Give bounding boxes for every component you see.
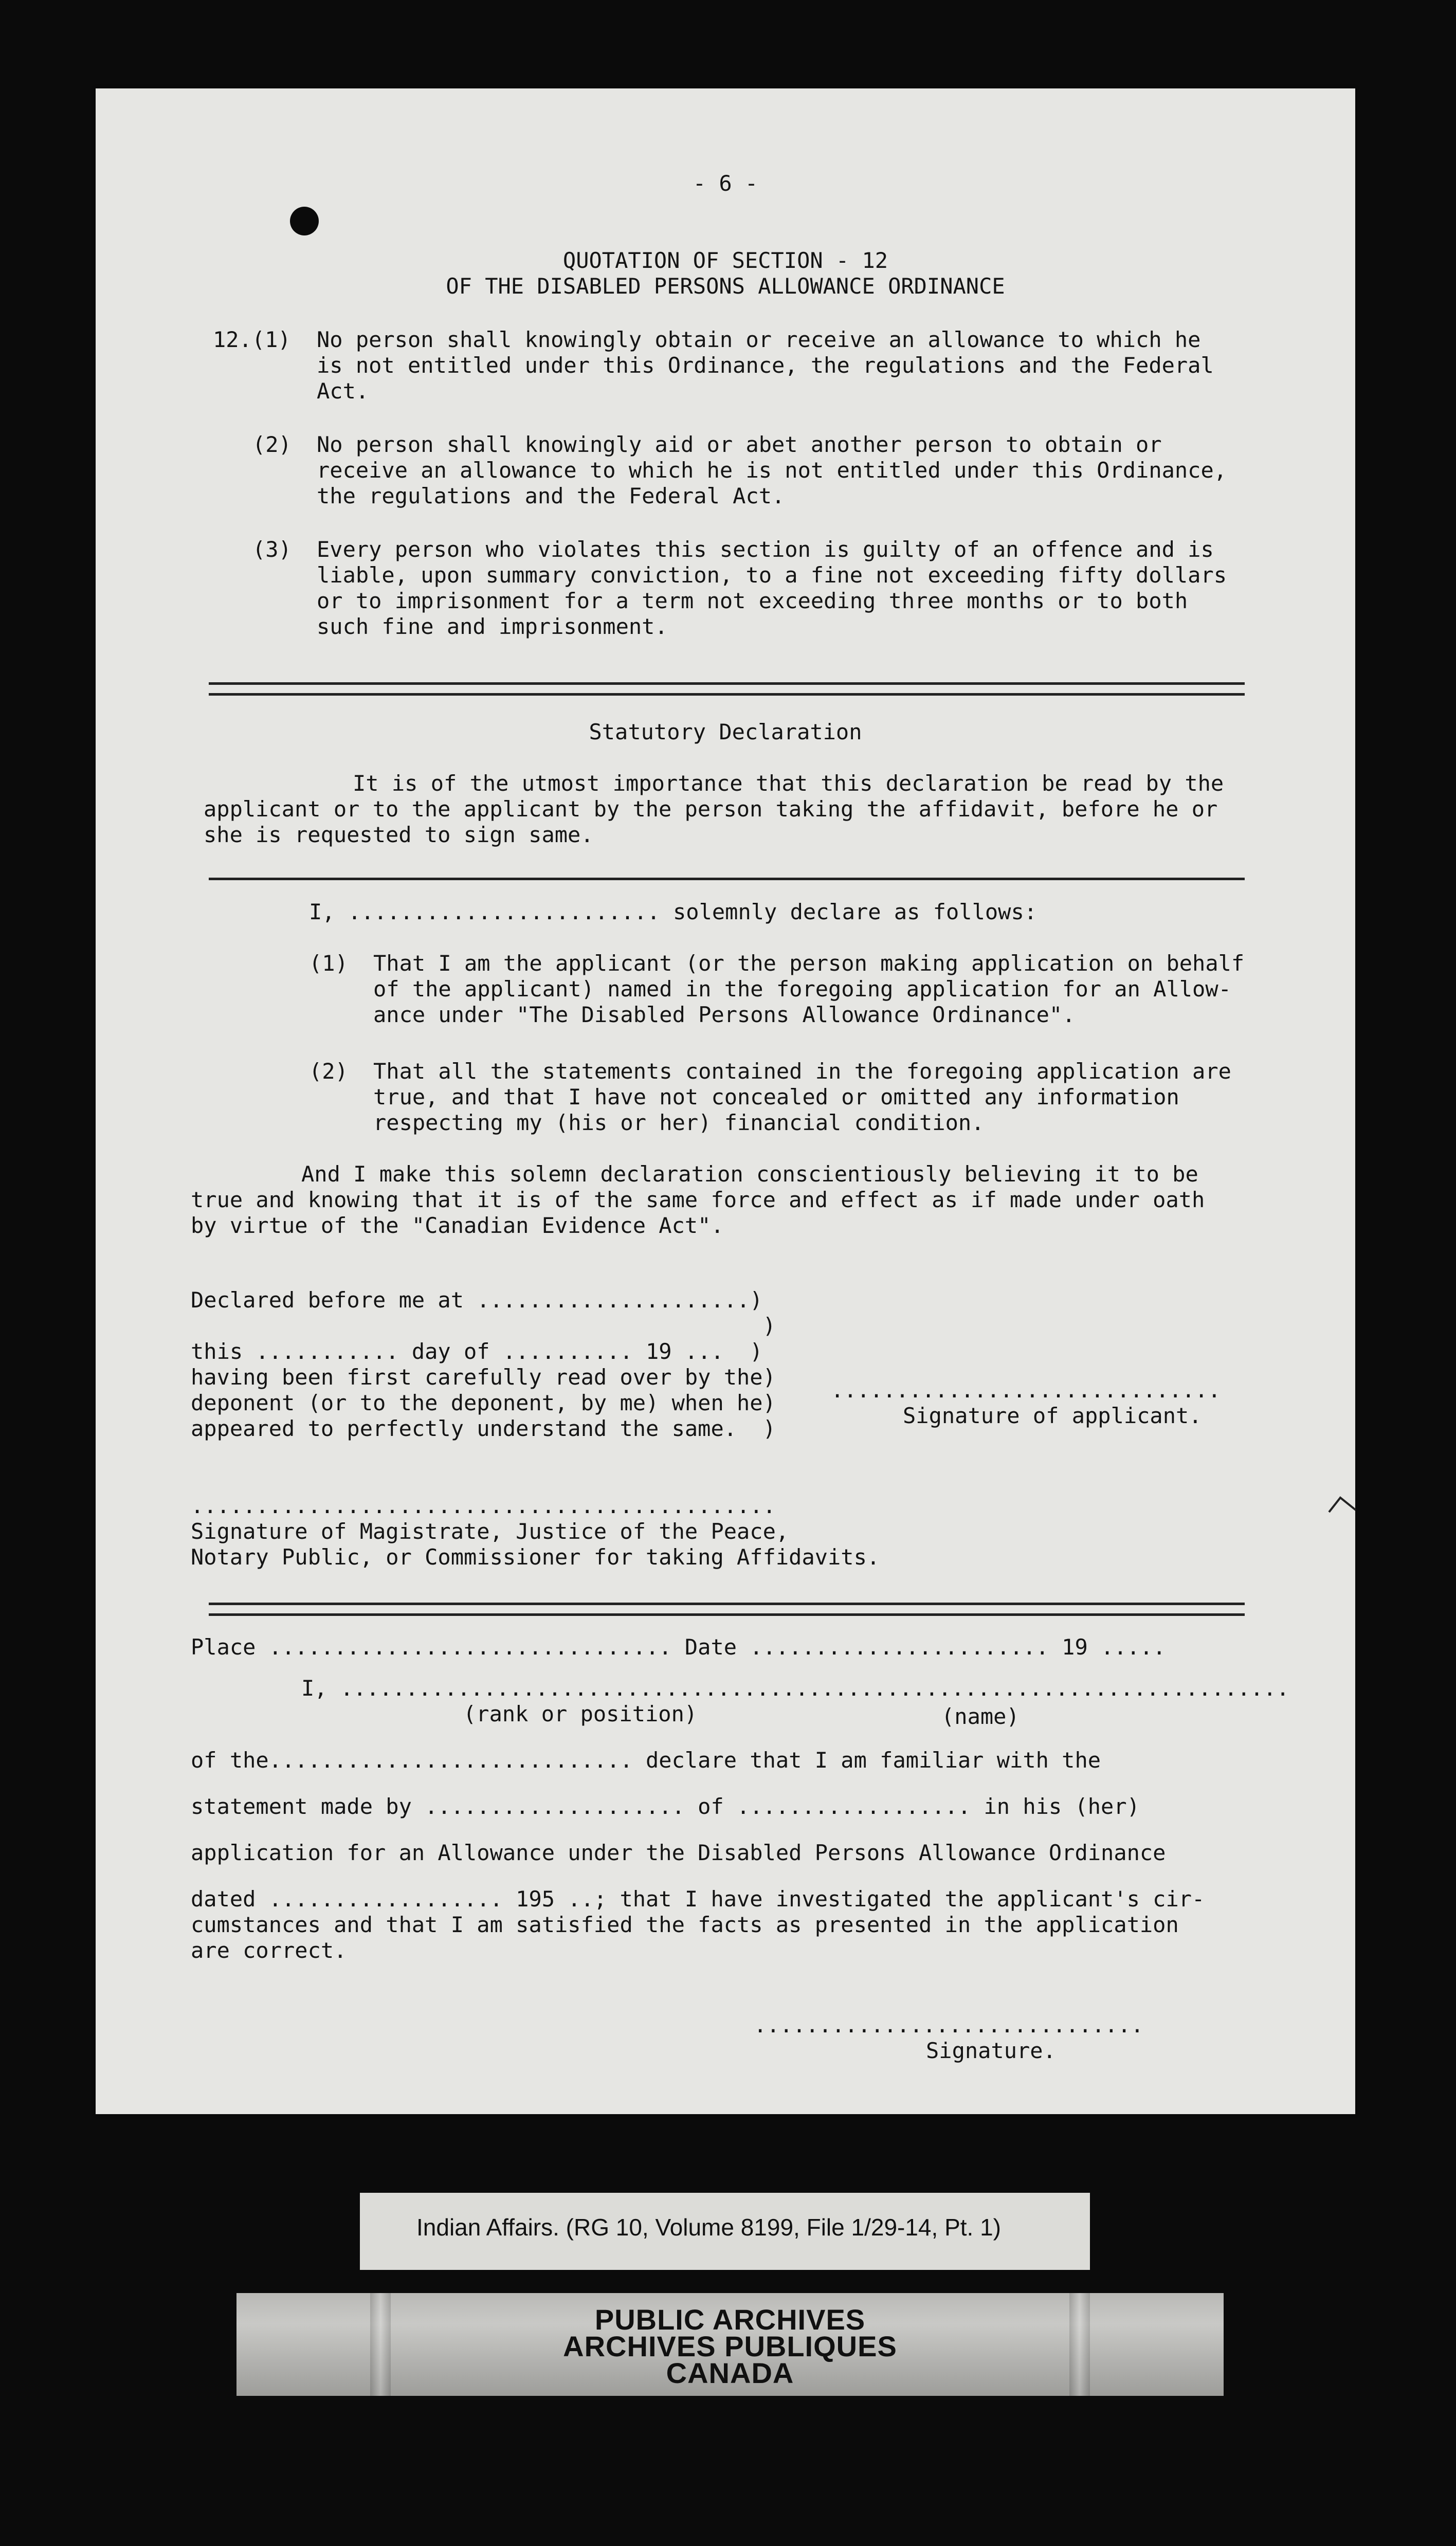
- clause-number: (2): [252, 432, 292, 457]
- place-date-line: Place ............................... Date ....................... 19 .....: [191, 1634, 1166, 1660]
- declared-block-line: Declared before me at .....................): [191, 1287, 763, 1313]
- declared-block-line: deponent (or to the deponent, by me) when he): [191, 1390, 776, 1415]
- pen-mark-icon: [1327, 1495, 1358, 1515]
- declaration-title: Statutory Declaration: [589, 719, 862, 744]
- document-page: [96, 88, 1355, 2114]
- closing-line: true and knowing that it is of the same force and effect as if made under oath: [191, 1187, 1205, 1212]
- declaration-item-line: That I am the applicant (or the person making application on behalf: [373, 951, 1245, 976]
- declared-block-line: having been first carefully read over by the): [191, 1365, 776, 1390]
- clause-text-line: Every person who violates this section is guilty of an offence and is: [317, 537, 1214, 562]
- clause-text-line: receive an allowance to which he is not entitled under this Ordinance,: [317, 458, 1227, 483]
- declaration-item-line: ance under "The Disabled Persons Allowance Ordinance".: [373, 1002, 1076, 1027]
- declaration-intro-line: applicant or to the applicant by the person taking the affidavit, before he or: [204, 796, 1218, 822]
- clause-text-line: or to imprisonment for a term not exceeding three months or to both: [317, 588, 1188, 613]
- clause-number: 12.(1): [213, 327, 291, 352]
- clause-text-line: Act.: [317, 378, 369, 404]
- clause-text-line: No person shall knowingly obtain or receive an allowance to which he: [317, 327, 1201, 352]
- declaration-intro-line: It is of the utmost importance that this declaration be read by the: [353, 771, 1224, 796]
- magistrate-signature-label: Notary Public, or Commissioner for taking Affidavits.: [191, 1544, 880, 1570]
- dated-line: dated .................. 195 ..; that I have investigated the applicant's cir-: [191, 1886, 1205, 1912]
- name-label: (name): [941, 1704, 1020, 1729]
- application-line: application for an Allowance under the Disabled Persons Allowance Ordinance: [191, 1840, 1166, 1865]
- clause-text-line: No person shall knowingly aid or abet another person to obtain or: [317, 432, 1162, 457]
- closing-line: And I make this solemn declaration conscientiously believing it to be: [301, 1161, 1198, 1187]
- declaration-item-line: of the applicant) named in the foregoing application for an Allow-: [373, 976, 1231, 1002]
- single-rule-divider: [209, 878, 1245, 880]
- declared-block-line: appeared to perfectly understand the same. ): [191, 1416, 776, 1441]
- certifier-name-line: I, .........................................................................: [301, 1676, 1289, 1701]
- archive-reference-label: [360, 2193, 1090, 2270]
- statement-made-by-line: statement made by .................... of .................. in his (her): [191, 1794, 1140, 1819]
- certifier-signature-line: ..............................: [754, 2012, 1144, 2038]
- declared-block-line: ): [191, 1313, 776, 1338]
- declaration-item-number: (1): [309, 951, 348, 976]
- archive-reference-text: Indian Affairs. (RG 10, Volume 8199, File 1/29-14, Pt. 1): [416, 2214, 1001, 2241]
- rank-or-position-label: (rank or position): [463, 1701, 698, 1726]
- punch-hole: [290, 207, 319, 235]
- declaration-item-line: true, and that I have not concealed or omitted any information: [373, 1084, 1179, 1110]
- quotation-heading: QUOTATION OF SECTION - 12: [562, 248, 888, 273]
- archives-stamp: [236, 2293, 1224, 2396]
- of-the-line: of the............................ declare that I am familiar with the: [191, 1748, 1101, 1773]
- archives-stamp-line: CANADA: [666, 2357, 794, 2389]
- declaration-item-number: (2): [309, 1059, 348, 1084]
- magistrate-signature-line: .............................................: [191, 1493, 776, 1518]
- certifier-signature-label: Signature.: [926, 2038, 1056, 2063]
- declaration-item-line: respecting my (his or her) financial condition.: [373, 1110, 985, 1135]
- applicant-signature-line: ..............................: [831, 1377, 1221, 1403]
- solemn-declare-line: I, ........................ solemnly declare as follows:: [309, 899, 1038, 924]
- double-rule-divider: [209, 682, 1245, 696]
- archives-stamp-line: ARCHIVES PUBLIQUES: [563, 2330, 897, 2362]
- archives-stamp-line: PUBLIC ARCHIVES: [594, 2303, 866, 2336]
- declaration-intro-line: she is requested to sign same.: [204, 822, 594, 847]
- double-rule-divider: [209, 1603, 1245, 1616]
- declaration-item-line: That all the statements contained in the foregoing application are: [373, 1059, 1231, 1084]
- clause-text-line: is not entitled under this Ordinance, the regulations and the Federal: [317, 353, 1214, 378]
- dated-line: are correct.: [191, 1938, 347, 1963]
- dated-line: cumstances and that I am satisfied the facts as presented in the application: [191, 1912, 1179, 1937]
- clause-text-line: liable, upon summary conviction, to a fine not exceeding fifty dollars: [317, 562, 1227, 588]
- clause-number: (3): [252, 537, 292, 562]
- closing-line: by virtue of the "Canadian Evidence Act".: [191, 1213, 724, 1238]
- page-number: - 6 -: [693, 171, 758, 196]
- clause-text-line: the regulations and the Federal Act.: [317, 483, 785, 508]
- quotation-subheading: OF THE DISABLED PERSONS ALLOWANCE ORDINANCE: [446, 274, 1005, 299]
- clause-text-line: such fine and imprisonment.: [317, 614, 668, 639]
- declared-block-line: this ........... day of .......... 19 ... ): [191, 1339, 763, 1364]
- magistrate-signature-label: Signature of Magistrate, Justice of the Peace,: [191, 1519, 789, 1544]
- applicant-signature-label: Signature of applicant.: [903, 1403, 1202, 1428]
